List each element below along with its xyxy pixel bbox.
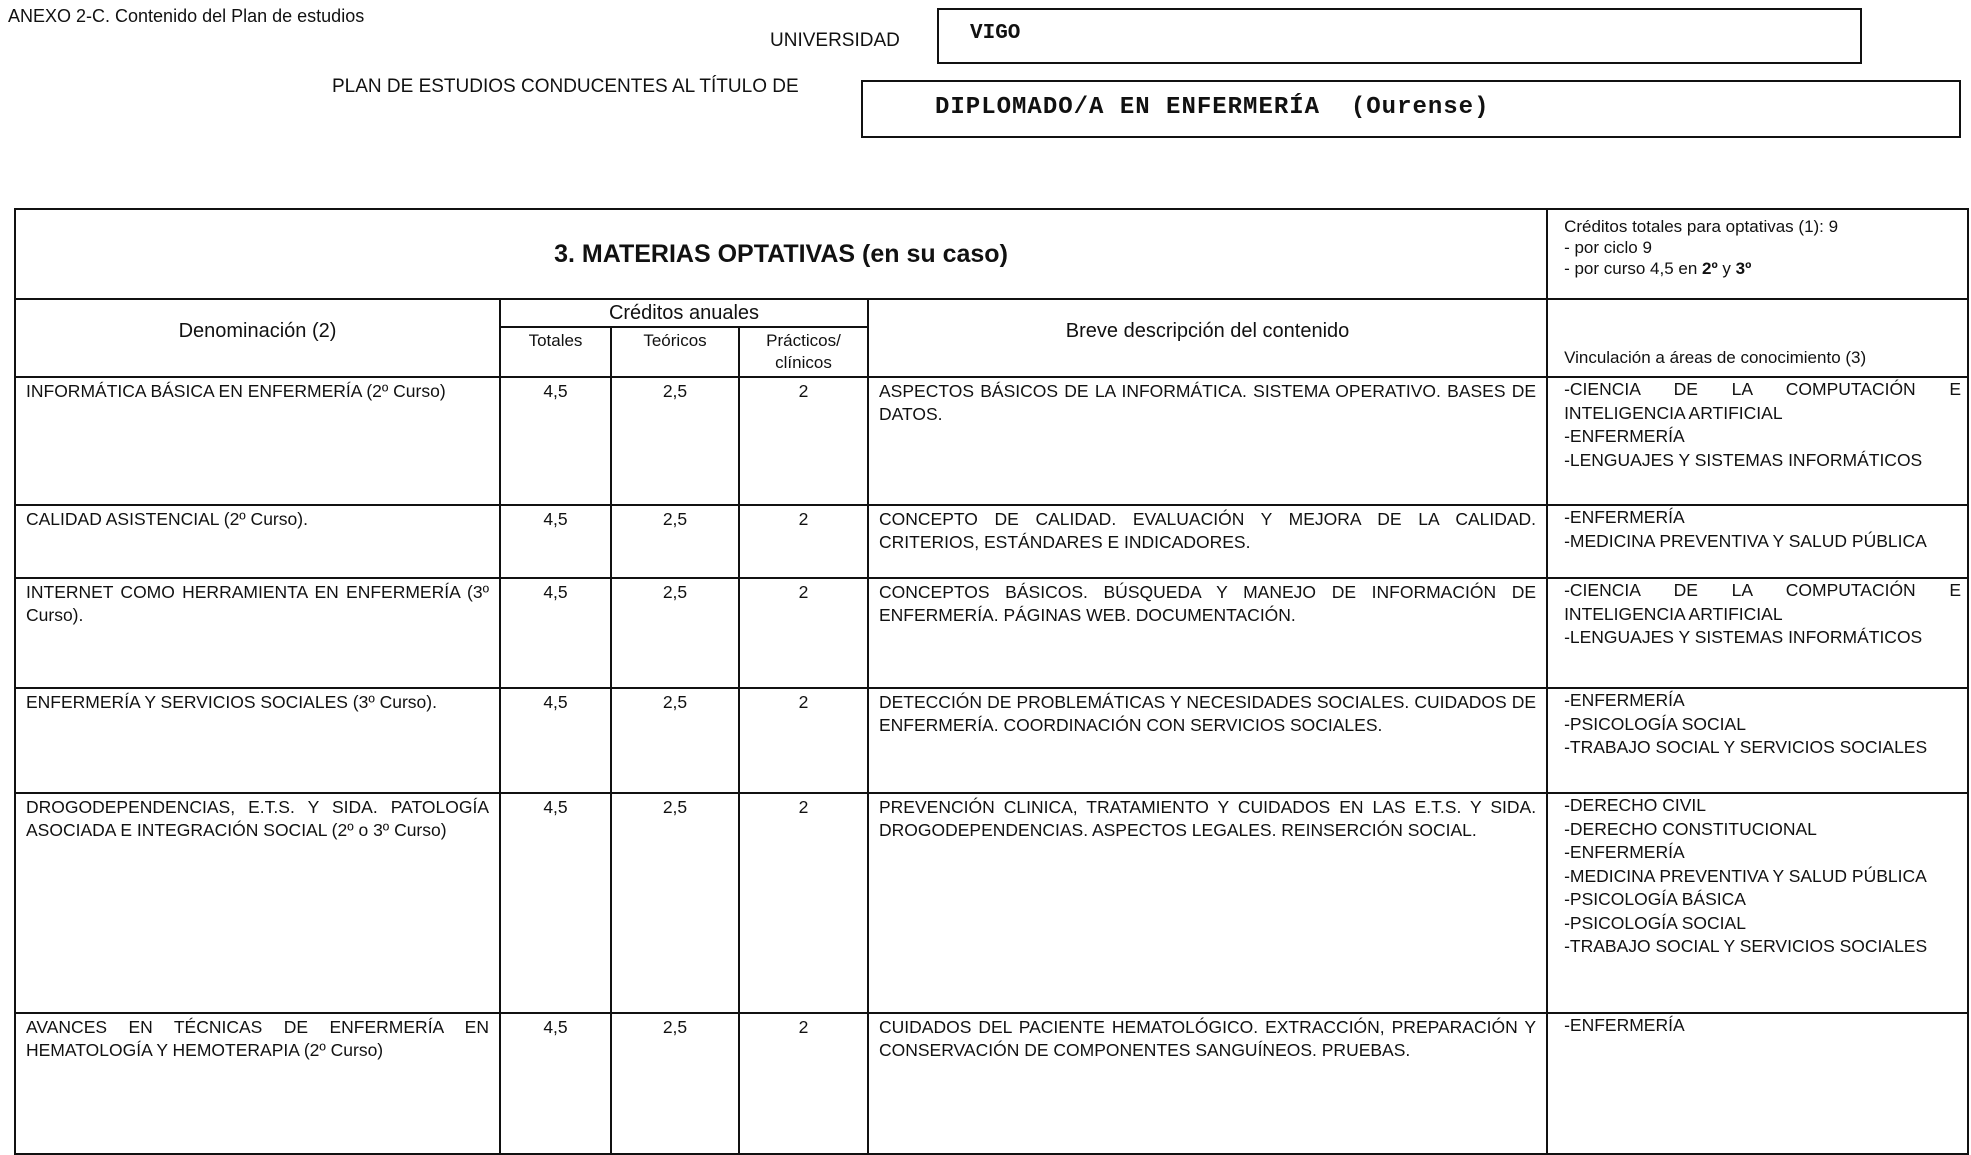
- knowledge-areas: [1547, 1013, 1968, 1154]
- credits-practice: 2: [739, 1013, 868, 1154]
- knowledge-area-item: -DERECHO CIVIL: [1564, 795, 1707, 815]
- university-value: VIGO: [970, 22, 1021, 45]
- col-vinculacion: Vinculación a áreas de conocimiento (3): [1547, 299, 1968, 377]
- knowledge-area-item: -PSICOLOGÍA SOCIAL: [1564, 912, 1746, 933]
- knowledge-area-item: -ENFERMERÍA: [1564, 842, 1685, 862]
- knowledge-area-item: -PSICOLOGÍA SOCIAL: [1564, 713, 1746, 734]
- subject-name: INTERNET COMO HERRAMIENTA EN ENFERMERÍA (3º Curso).: [15, 578, 500, 688]
- credits-practice: 2: [739, 505, 868, 578]
- credits-total: 4,5: [500, 578, 611, 688]
- col-descripcion: Breve descripción del contenido: [868, 299, 1547, 377]
- subject-name: AVANCES EN TÉCNICAS DE ENFERMERÍA EN HEMATOLOGÍA Y HEMOTERAPIA (2º Curso): [15, 1013, 500, 1154]
- table-row: [15, 1013, 1968, 1154]
- credits-total: 4,5: [500, 688, 611, 793]
- credits-practice: 2: [739, 793, 868, 1013]
- knowledge-area-item: -ENFERMERÍA: [1564, 690, 1685, 710]
- credits-practice: 2: [739, 377, 868, 505]
- subject-description: DETECCIÓN DE PROBLEMÁTICAS Y NECESIDADES SOCIALES. CUIDADOS DE ENFERMERÍA. COORDINACIÓN CON SERVICIOS SOCIALES.: [868, 688, 1547, 793]
- subject-name: DROGODEPENDENCIAS, E.T.S. Y SIDA. PATOLOGÍA ASOCIADA E INTEGRACIÓN SOCIAL (2º o 3º Curso): [15, 793, 500, 1013]
- knowledge-area-item: -PSICOLOGÍA BÁSICA: [1564, 889, 1746, 909]
- knowledge-area-item: -MEDICINA PREVENTIVA Y SALUD PÚBLICA: [1564, 865, 1927, 886]
- credits-theory: 2,5: [611, 377, 739, 505]
- knowledge-areas: [1547, 505, 1968, 578]
- subject-description: CONCEPTO DE CALIDAD. EVALUACIÓN Y MEJORA DE LA CALIDAD. CRITERIOS, ESTÁNDARES E INDICADORES.: [868, 505, 1547, 578]
- subject-name: CALIDAD ASISTENCIAL (2º Curso).: [15, 505, 500, 578]
- knowledge-area-item: -CIENCIA DE LA COMPUTACIÓN E INTELIGENCIA ARTIFICIAL: [1564, 379, 1962, 423]
- university-label: UNIVERSIDAD: [770, 30, 900, 51]
- credits-total: 4,5: [500, 377, 611, 505]
- credits-theory: 2,5: [611, 578, 739, 688]
- knowledge-area-item: -TRABAJO SOCIAL Y SERVICIOS SOCIALES: [1564, 936, 1928, 956]
- table-row: [15, 793, 1968, 1013]
- table-row: [15, 505, 1968, 578]
- knowledge-area-item: -MEDICINA PREVENTIVA Y SALUD PÚBLICA: [1564, 530, 1927, 551]
- col-creditos-anuales: Créditos anuales: [500, 299, 868, 327]
- credits-practice: 2: [739, 688, 868, 793]
- university-box: [937, 8, 1862, 64]
- credits-theory: 2,5: [611, 688, 739, 793]
- credits-practice: 2: [739, 578, 868, 688]
- credits-total: 4,5: [500, 793, 611, 1013]
- plan-label: PLAN DE ESTUDIOS CONDUCENTES AL TÍTULO DE: [332, 76, 799, 97]
- table-row: [15, 688, 1968, 793]
- table-row: [15, 377, 1968, 505]
- optional-credits-box: [1547, 209, 1968, 299]
- knowledge-area-item: -CIENCIA DE LA COMPUTACIÓN E INTELIGENCIA ARTIFICIAL: [1564, 580, 1962, 624]
- knowledge-areas: [1547, 578, 1968, 688]
- optional-subjects-table: [14, 208, 1969, 1155]
- credits-total: Créditos totales para optativas (1): 9: [1564, 217, 1839, 236]
- col-teoricos: Teóricos: [611, 327, 739, 377]
- subject-description: ASPECTOS BÁSICOS DE LA INFORMÁTICA. SISTEMA OPERATIVO. BASES DE DATOS.: [868, 377, 1547, 505]
- plan-value: DIPLOMADO/A EN ENFERMERÍA (Ourense): [935, 94, 1490, 121]
- credits-cycle: - por ciclo 9: [1564, 238, 1652, 257]
- credits-total: 4,5: [500, 505, 611, 578]
- subject-description: CUIDADOS DEL PACIENTE HEMATOLÓGICO. EXTRACCIÓN, PREPARACIÓN Y CONSERVACIÓN DE COMPONENTES SANGUÍNEOS. PRUEBAS.: [868, 1013, 1547, 1154]
- subject-description: CONCEPTOS BÁSICOS. BÚSQUEDA Y MANEJO DE INFORMACIÓN DE ENFERMERÍA. PÁGINAS WEB. DOCUMENTACIÓN.: [868, 578, 1547, 688]
- credits-course: - por curso 4,5 en 2º y 3º: [1564, 259, 1752, 278]
- subject-name: INFORMÁTICA BÁSICA EN ENFERMERÍA (2º Curso): [15, 377, 500, 505]
- knowledge-area-item: -LENGUAJES Y SISTEMAS INFORMÁTICOS: [1564, 627, 1923, 647]
- table-body: [15, 377, 1968, 1154]
- credits-theory: 2,5: [611, 793, 739, 1013]
- knowledge-areas: [1547, 377, 1968, 505]
- credits-total: 4,5: [500, 1013, 611, 1154]
- credits-theory: 2,5: [611, 505, 739, 578]
- annex-title: ANEXO 2-C. Contenido del Plan de estudios: [8, 6, 365, 26]
- section-title: 3. MATERIAS OPTATIVAS (en su caso): [15, 209, 1547, 299]
- knowledge-area-item: -DERECHO CONSTITUCIONAL: [1564, 818, 1817, 839]
- knowledge-area-item: -ENFERMERÍA: [1564, 1015, 1685, 1035]
- knowledge-area-item: -ENFERMERÍA: [1564, 426, 1685, 446]
- knowledge-area-item: -ENFERMERÍA: [1564, 507, 1685, 527]
- knowledge-area-item: -LENGUAJES Y SISTEMAS INFORMÁTICOS: [1564, 449, 1923, 470]
- col-practicos: Prácticos/ clínicos: [739, 327, 868, 377]
- knowledge-areas: [1547, 793, 1968, 1013]
- col-totales: Totales: [500, 327, 611, 377]
- knowledge-area-item: -TRABAJO SOCIAL Y SERVICIOS SOCIALES: [1564, 737, 1928, 757]
- col-denominacion: Denominación (2): [15, 299, 500, 377]
- credits-theory: 2,5: [611, 1013, 739, 1154]
- knowledge-areas: [1547, 688, 1968, 793]
- subject-description: PREVENCIÓN CLINICA, TRATAMIENTO Y CUIDADOS EN LAS E.T.S. Y SIDA. DROGODEPENDENCIAS. ASPECTOS LEGALES. REINSERCIÓN SOCIAL.: [868, 793, 1547, 1013]
- table-row: [15, 578, 1968, 688]
- subject-name: ENFERMERÍA Y SERVICIOS SOCIALES (3º Curso).: [15, 688, 500, 793]
